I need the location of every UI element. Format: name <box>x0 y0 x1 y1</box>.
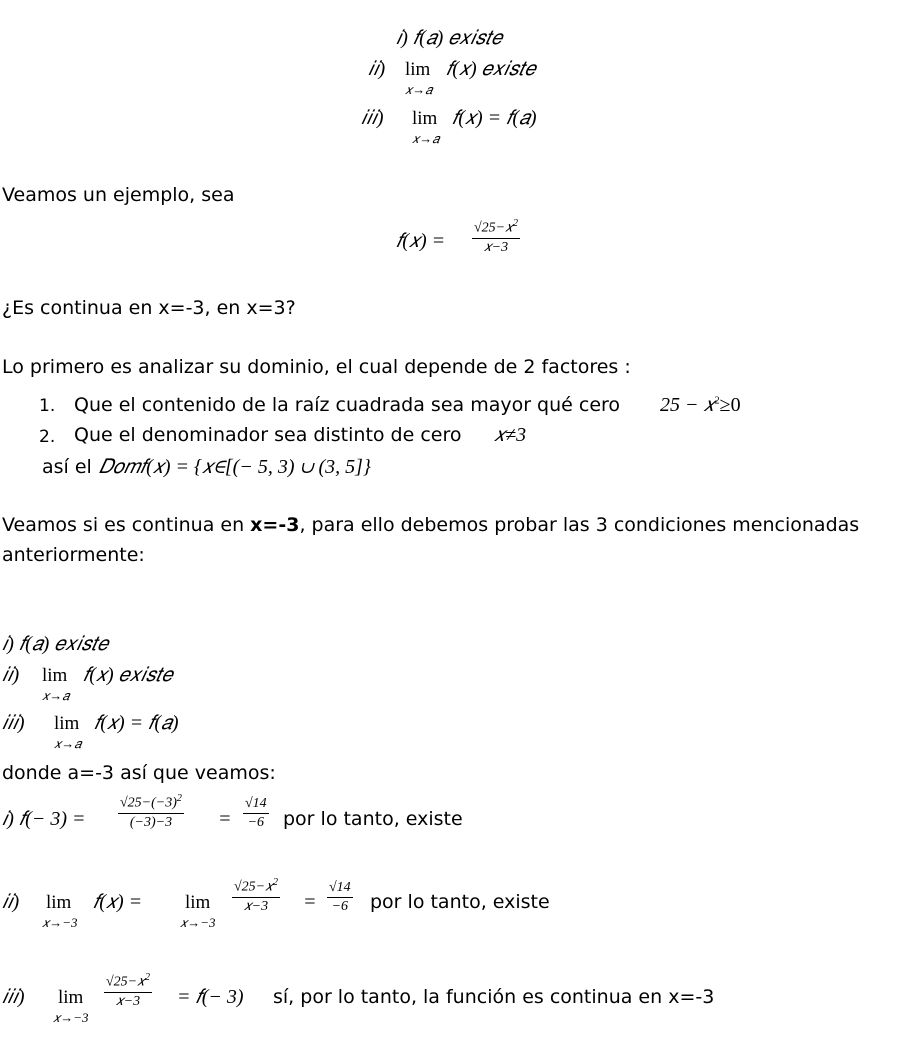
left-condition-2-prefix: 𝑖𝑖) <box>2 664 20 686</box>
fraction-denominator: 𝑥−3 <box>483 239 509 255</box>
continuity-paragraph-line1: Veamos si es continua en x=-3, para ello debemos probar las 3 condiciones mencionadas <box>2 514 860 536</box>
lim-word: lim <box>58 987 84 1008</box>
lim-word: lim <box>185 892 211 913</box>
fraction-numerator: √25−𝑥$^2$ <box>472 218 520 239</box>
step-ii-limit-2 <box>180 892 216 930</box>
function-lhs: 𝑓(𝑥) = <box>396 230 446 252</box>
top-condition-2-rest: 𝑓(𝑥) 𝑒𝑥𝑖𝑠𝑡𝑒 <box>446 58 536 80</box>
factor-2-math: 𝑥≠3 <box>494 424 527 446</box>
step-ii-equals: = <box>303 891 317 913</box>
lim-subscript: 𝑥→𝑎 <box>42 688 70 703</box>
step-ii-prefix: 𝑖𝑖) <box>2 891 20 913</box>
step-ii-fraction-1 <box>232 877 280 915</box>
lim-subscript: 𝑥→−3 <box>42 915 78 930</box>
factor-1-number: 1. <box>39 396 56 416</box>
factor-1-math: 25 − 𝑥$^2$≥0 <box>660 394 741 416</box>
step-iii-limit <box>53 987 89 1025</box>
top-condition-3-prefix: 𝑖𝑖𝑖) <box>361 107 384 129</box>
factor-2-number: 2. <box>39 427 56 447</box>
factor-2-text: Que el denominador sea distinto de cero <box>74 424 462 446</box>
domain-intro: Lo primero es analizar su dominio, el cual depende de 2 factores : <box>2 356 631 378</box>
left-condition-1: 𝑖) 𝑓(𝑎) 𝑒𝑥𝑖𝑠𝑡𝑒 <box>2 633 108 655</box>
top-condition-1: 𝑖) 𝑓(𝑎) 𝑒𝑥𝑖𝑠𝑡𝑒 <box>396 27 502 49</box>
top-condition-3-limit <box>412 108 440 146</box>
step-ii-mid: 𝑓(𝑥) = <box>93 891 143 913</box>
domain-line-text: así el <box>42 456 92 478</box>
example-intro: Veamos un ejemplo, sea <box>2 184 235 206</box>
bold-point: x=-3 <box>250 514 300 536</box>
top-condition-2-prefix: 𝑖𝑖) <box>368 58 386 80</box>
left-condition-3-rest: 𝑓(𝑥) = 𝑓(𝑎) <box>94 712 179 734</box>
lim-word: lim <box>46 892 72 913</box>
fraction-numerator: √25−𝑥$^2$ <box>104 972 152 993</box>
fraction-denominator: (−3)−3 <box>129 814 173 830</box>
fraction-numerator: √14 <box>243 796 269 814</box>
continuity-paragraph-line2: anteriormente: <box>2 544 145 566</box>
step-iii-tail: sí, por lo tanto, la función es continua en x=-3 <box>273 986 715 1008</box>
where-line: donde a=-3 así que veamos: <box>2 762 276 784</box>
step-iii-rest: = 𝑓(− 3) <box>177 986 244 1008</box>
fraction-denominator: 𝑥−3 <box>243 898 269 914</box>
lim-word: lim <box>412 108 438 129</box>
fraction-denominator: −6 <box>331 899 349 914</box>
step-i-lhs: 𝑖) 𝑓(− 3) = <box>2 808 86 830</box>
fraction-denominator: −6 <box>247 815 265 830</box>
left-condition-2-rest: 𝑓(𝑥) 𝑒𝑥𝑖𝑠𝑡𝑒 <box>83 664 173 686</box>
step-iii-fraction <box>104 972 152 1010</box>
continuity-question: ¿Es continua en x=-3, en x=3? <box>2 297 296 319</box>
step-ii-tail: por lo tanto, existe <box>370 891 550 913</box>
lim-subscript: 𝑥→𝑎 <box>412 131 440 146</box>
function-fraction <box>472 218 520 256</box>
factor-1-text: Que el contenido de la raíz cuadrada sea mayor qué cero <box>74 394 621 416</box>
lim-subscript: 𝑥→𝑎 <box>54 736 82 751</box>
top-condition-3-rest: 𝑓(𝑥) = 𝑓(𝑎) <box>452 107 537 129</box>
domain-line-math: 𝐷𝑜𝑚𝑓(𝑥) = {𝑥∈[(− 5, 3) ∪ (3, 5]} <box>99 456 371 478</box>
step-i-equals: = <box>218 808 232 830</box>
lim-word: lim <box>42 665 68 686</box>
step-i-tail: por lo tanto, existe <box>283 808 463 830</box>
top-condition-2-limit <box>405 59 433 97</box>
lim-word: lim <box>405 59 431 80</box>
fraction-numerator: $√25-(-3)^2$ <box>118 793 184 814</box>
step-ii-fraction-2 <box>327 880 353 915</box>
lim-subscript: 𝑥→𝑎 <box>405 82 433 97</box>
fraction-denominator: 𝑥−3 <box>115 993 141 1009</box>
lim-subscript: 𝑥→−3 <box>53 1010 89 1025</box>
fraction-numerator: √14 <box>327 880 353 898</box>
lim-word: lim <box>54 713 80 734</box>
left-condition-2-limit <box>42 665 70 703</box>
step-i-fraction-1 <box>118 793 184 831</box>
fraction-numerator: √25−𝑥$^2$ <box>232 877 280 898</box>
step-ii-limit-1 <box>42 892 78 930</box>
left-condition-3-limit <box>54 713 82 751</box>
lim-subscript: 𝑥→−3 <box>180 915 216 930</box>
left-condition-3-prefix: 𝑖𝑖𝑖) <box>2 712 25 734</box>
step-iii-prefix: 𝑖𝑖𝑖) <box>2 986 25 1008</box>
step-i-fraction-2 <box>243 796 269 831</box>
